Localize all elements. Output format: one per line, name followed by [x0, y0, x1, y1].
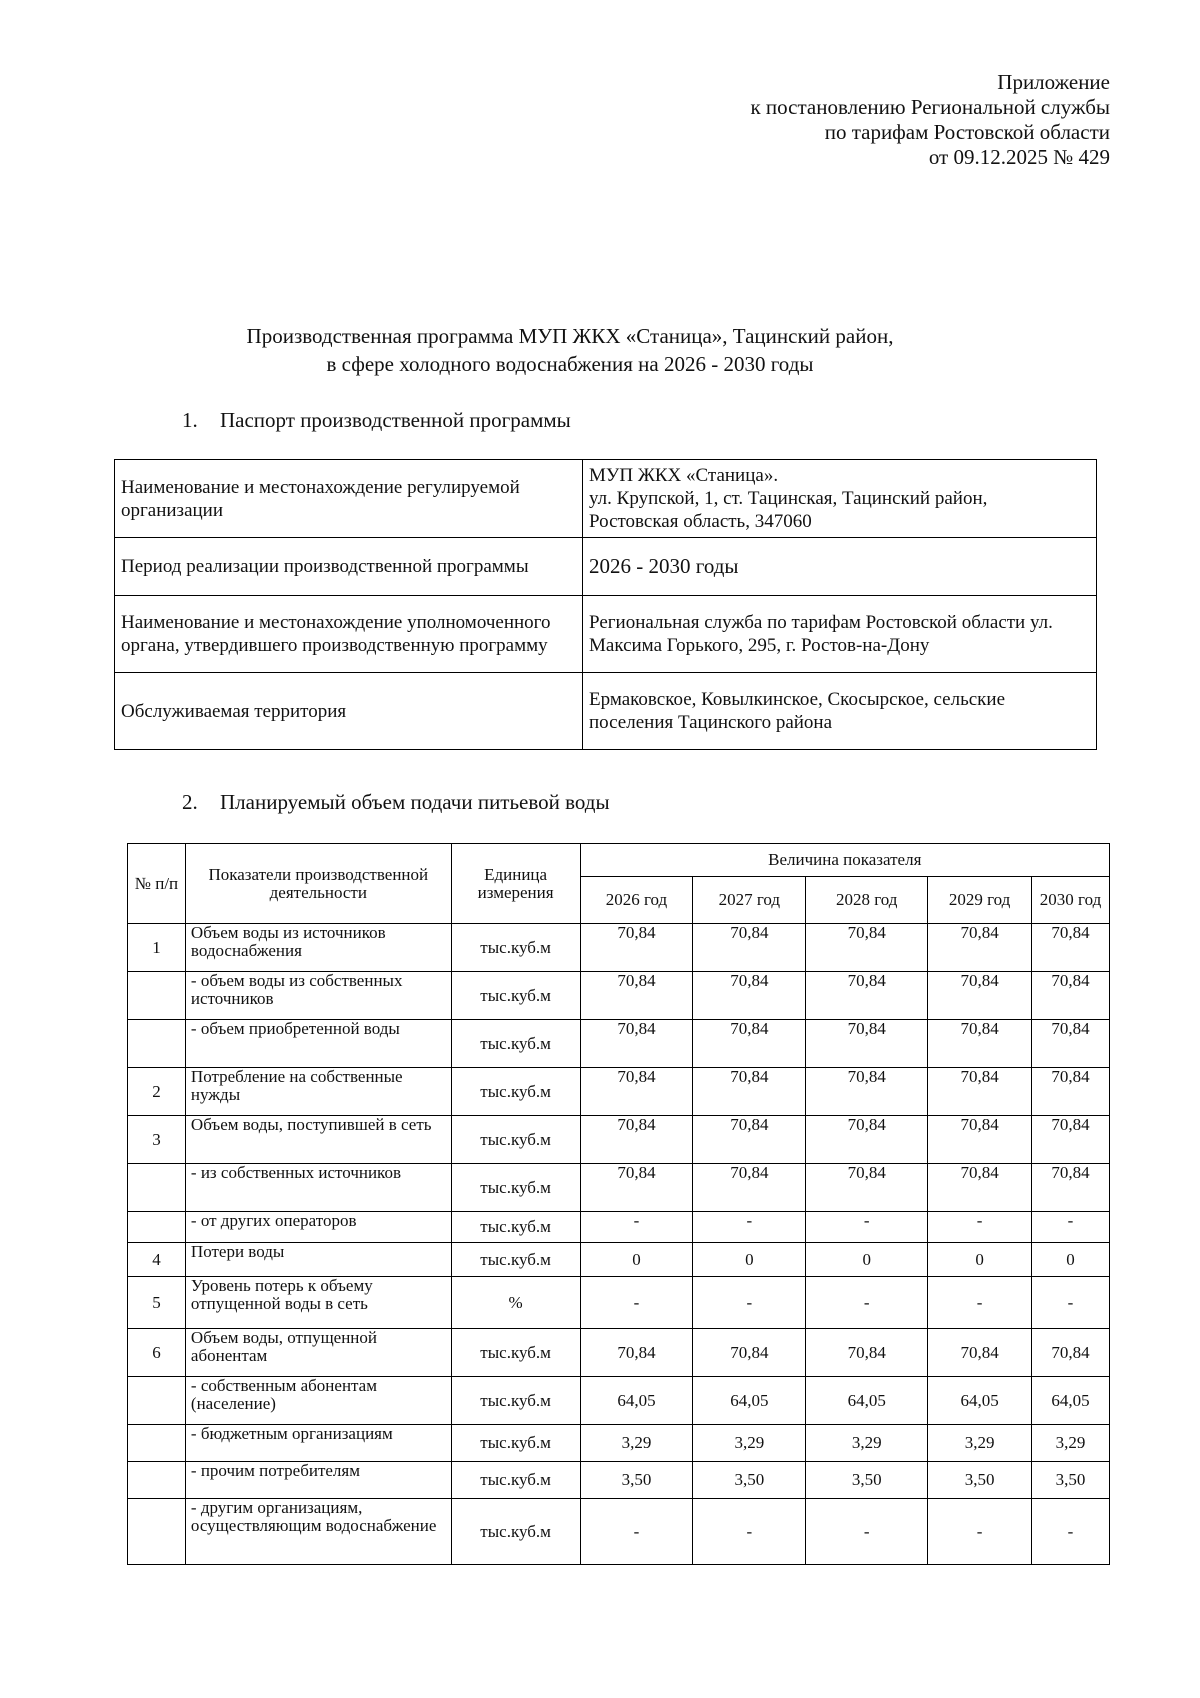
passport-table	[114, 459, 1097, 750]
row-unit: тыс.куб.м	[451, 924, 580, 972]
row-value: 70,84	[693, 1020, 806, 1068]
row-unit: тыс.куб.м	[451, 972, 580, 1020]
row-value: 64,05	[1032, 1377, 1110, 1425]
row-value: 70,84	[1032, 1164, 1110, 1212]
row-value: -	[1032, 1212, 1110, 1243]
row-value: 70,84	[1032, 1068, 1110, 1116]
row-unit: тыс.куб.м	[451, 1116, 580, 1164]
header-value: Величина показателя	[580, 844, 1109, 877]
passport-value-line: ул. Крупской, 1, ст. Тацинская, Тацинский район,	[589, 488, 988, 509]
header-year: 2027 год	[693, 877, 806, 924]
table-row	[128, 1329, 1110, 1377]
table-row	[128, 1068, 1110, 1116]
title-line: Производственная программа МУП ЖКХ «Станица», Тацинский район,	[246, 324, 894, 348]
row-value: 70,84	[928, 1068, 1032, 1116]
passport-value	[583, 460, 1097, 538]
row-indicator: - объем приобретенной воды	[185, 1020, 451, 1068]
row-unit: тыс.куб.м	[451, 1329, 580, 1377]
row-value: 70,84	[806, 972, 928, 1020]
row-value: 70,84	[928, 1020, 1032, 1068]
row-indicator: Уровень потерь к объему отпущенной воды в сеть	[185, 1277, 451, 1329]
row-indicator: Потребление на собственные нужды	[185, 1068, 451, 1116]
row-value: 70,84	[693, 1164, 806, 1212]
row-value: 0	[1032, 1243, 1110, 1277]
passport-value-line: Ростовская область, 347060	[589, 511, 812, 532]
volumes-body	[128, 924, 1110, 1565]
row-value: -	[580, 1277, 693, 1329]
row-value: 70,84	[806, 1068, 928, 1116]
row-value: 70,84	[928, 924, 1032, 972]
row-indicator: Объем воды, отпущенной абонентам	[185, 1329, 451, 1377]
row-value: 70,84	[693, 1068, 806, 1116]
row-value: 70,84	[806, 1020, 928, 1068]
appendix-line: от 09.12.2025 № 429	[928, 145, 1110, 169]
passport-row	[115, 460, 1097, 538]
table-row	[128, 1277, 1110, 1329]
header-year: 2026 год	[580, 877, 693, 924]
row-value: 70,84	[693, 1116, 806, 1164]
row-number	[128, 1377, 186, 1425]
row-unit: тыс.куб.м	[451, 1020, 580, 1068]
row-value: 70,84	[580, 1116, 693, 1164]
header-indicator: Показатели производственной деятельности	[185, 844, 451, 924]
row-value: -	[580, 1212, 693, 1243]
row-value: -	[693, 1499, 806, 1565]
table-row	[128, 1462, 1110, 1499]
row-number	[128, 1462, 186, 1499]
table-row	[128, 1164, 1110, 1212]
row-value: 3,29	[806, 1425, 928, 1462]
row-value: -	[806, 1277, 928, 1329]
row-number: 5	[128, 1277, 186, 1329]
row-value: 70,84	[1032, 924, 1110, 972]
table-row	[128, 924, 1110, 972]
row-value: 70,84	[580, 1068, 693, 1116]
section-title: Паспорт производственной программы	[220, 408, 571, 432]
row-value: 70,84	[806, 1116, 928, 1164]
row-number	[128, 1425, 186, 1462]
row-number	[128, 1212, 186, 1243]
row-number: 2	[128, 1068, 186, 1116]
row-value: 3,29	[580, 1425, 693, 1462]
row-value: 64,05	[806, 1377, 928, 1425]
row-indicator: - бюджетным организациям	[185, 1425, 451, 1462]
row-value: 70,84	[693, 972, 806, 1020]
row-number	[128, 1164, 186, 1212]
row-unit: тыс.куб.м	[451, 1377, 580, 1425]
row-value: 70,84	[1032, 1329, 1110, 1377]
section-number: 1.	[182, 408, 198, 432]
section-2-heading	[182, 790, 610, 815]
row-unit: тыс.куб.м	[451, 1462, 580, 1499]
passport-label: Период реализации производственной программы	[115, 538, 583, 596]
row-value: -	[806, 1212, 928, 1243]
table-row	[128, 1020, 1110, 1068]
table-row	[128, 1499, 1110, 1565]
passport-label: Наименование и местонахождение уполномоченного органа, утвердившего производственную программу	[115, 596, 583, 673]
row-value: -	[580, 1499, 693, 1565]
header-num: № п/п	[128, 844, 186, 924]
row-unit: %	[451, 1277, 580, 1329]
row-value: 70,84	[928, 972, 1032, 1020]
row-indicator: - прочим потребителям	[185, 1462, 451, 1499]
header-year: 2030 год	[1032, 877, 1110, 924]
table-row	[128, 972, 1110, 1020]
row-value: 70,84	[1032, 1116, 1110, 1164]
row-indicator: - другим организациям, осуществляющим водоснабжение	[185, 1499, 451, 1565]
row-unit: тыс.куб.м	[451, 1164, 580, 1212]
row-indicator: - из собственных источников	[185, 1164, 451, 1212]
passport-value: Ермаковское, Ковылкинское, Скосырское, сельские поселения Тацинского района	[583, 673, 1097, 750]
row-value: 70,84	[806, 1329, 928, 1377]
row-value: 3,29	[693, 1425, 806, 1462]
row-value: 70,84	[580, 1164, 693, 1212]
passport-value: Региональная служба по тарифам Ростовской области ул. Максима Горького, 295, г. Ростов-на-Дону	[583, 596, 1097, 673]
title-line: в сфере холодного водоснабжения на 2026 - 2030 годы	[326, 352, 814, 376]
row-value: 70,84	[693, 924, 806, 972]
row-value: -	[693, 1277, 806, 1329]
table-row	[128, 1116, 1110, 1164]
row-value: 70,84	[928, 1164, 1032, 1212]
appendix-line: к постановлению Региональной службы	[750, 95, 1110, 119]
row-value: -	[928, 1212, 1032, 1243]
volumes-table	[127, 843, 1110, 1565]
document-title	[0, 322, 1140, 378]
row-value: 64,05	[580, 1377, 693, 1425]
appendix-header	[750, 70, 1110, 170]
row-value: 3,50	[693, 1462, 806, 1499]
row-unit: тыс.куб.м	[451, 1068, 580, 1116]
row-value: -	[806, 1499, 928, 1565]
appendix-line: по тарифам Ростовской области	[824, 120, 1110, 144]
row-value: 3,29	[928, 1425, 1032, 1462]
row-value: 3,50	[1032, 1462, 1110, 1499]
row-value: 3,50	[806, 1462, 928, 1499]
row-value: -	[693, 1212, 806, 1243]
row-value: 0	[806, 1243, 928, 1277]
table-row	[128, 1212, 1110, 1243]
row-value: 70,84	[928, 1329, 1032, 1377]
section-1-heading	[182, 408, 571, 433]
row-value: 70,84	[693, 1329, 806, 1377]
header-unit: Единица измерения	[451, 844, 580, 924]
row-value: 0	[693, 1243, 806, 1277]
row-value: 70,84	[806, 924, 928, 972]
section-title: Планируемый объем подачи питьевой воды	[220, 790, 610, 814]
row-unit: тыс.куб.м	[451, 1212, 580, 1243]
row-unit: тыс.куб.м	[451, 1243, 580, 1277]
row-value: -	[928, 1499, 1032, 1565]
row-value: 70,84	[580, 972, 693, 1020]
row-value: 3,50	[580, 1462, 693, 1499]
row-value: -	[928, 1277, 1032, 1329]
row-indicator: Потери воды	[185, 1243, 451, 1277]
row-number: 6	[128, 1329, 186, 1377]
row-value: 0	[580, 1243, 693, 1277]
row-value: 3,50	[928, 1462, 1032, 1499]
header-year: 2028 год	[806, 877, 928, 924]
passport-value: 2026 - 2030 годы	[583, 538, 1097, 596]
row-indicator: Объем воды из источников водоснабжения	[185, 924, 451, 972]
passport-row	[115, 673, 1097, 750]
row-number: 3	[128, 1116, 186, 1164]
passport-row	[115, 538, 1097, 596]
row-indicator: - объем воды из собственных источников	[185, 972, 451, 1020]
row-indicator: - от других операторов	[185, 1212, 451, 1243]
header-year: 2029 год	[928, 877, 1032, 924]
row-value: 3,29	[1032, 1425, 1110, 1462]
passport-value-line: МУП ЖКХ «Станица».	[589, 465, 779, 486]
row-value: 70,84	[580, 1329, 693, 1377]
row-number	[128, 1020, 186, 1068]
row-unit: тыс.куб.м	[451, 1499, 580, 1565]
row-value: 70,84	[1032, 1020, 1110, 1068]
row-value: 0	[928, 1243, 1032, 1277]
row-value: 70,84	[806, 1164, 928, 1212]
row-unit: тыс.куб.м	[451, 1425, 580, 1462]
passport-label: Наименование и местонахождение регулируемой организации	[115, 460, 583, 538]
row-number	[128, 1499, 186, 1565]
section-number: 2.	[182, 790, 198, 814]
row-number: 4	[128, 1243, 186, 1277]
header-row	[128, 844, 1110, 877]
passport-label: Обслуживаемая территория	[115, 673, 583, 750]
row-number: 1	[128, 924, 186, 972]
row-value: 70,84	[1032, 972, 1110, 1020]
table-row	[128, 1243, 1110, 1277]
row-value: 70,84	[580, 924, 693, 972]
table-row	[128, 1377, 1110, 1425]
row-value: 70,84	[580, 1020, 693, 1068]
passport-row	[115, 596, 1097, 673]
row-value: 70,84	[928, 1116, 1032, 1164]
row-value: -	[1032, 1277, 1110, 1329]
row-number	[128, 972, 186, 1020]
row-value: 64,05	[693, 1377, 806, 1425]
row-indicator: - собственным абонентам (население)	[185, 1377, 451, 1425]
row-indicator: Объем воды, поступившей в сеть	[185, 1116, 451, 1164]
table-row	[128, 1425, 1110, 1462]
row-value: 64,05	[928, 1377, 1032, 1425]
appendix-line: Приложение	[997, 70, 1110, 94]
row-value: -	[1032, 1499, 1110, 1565]
